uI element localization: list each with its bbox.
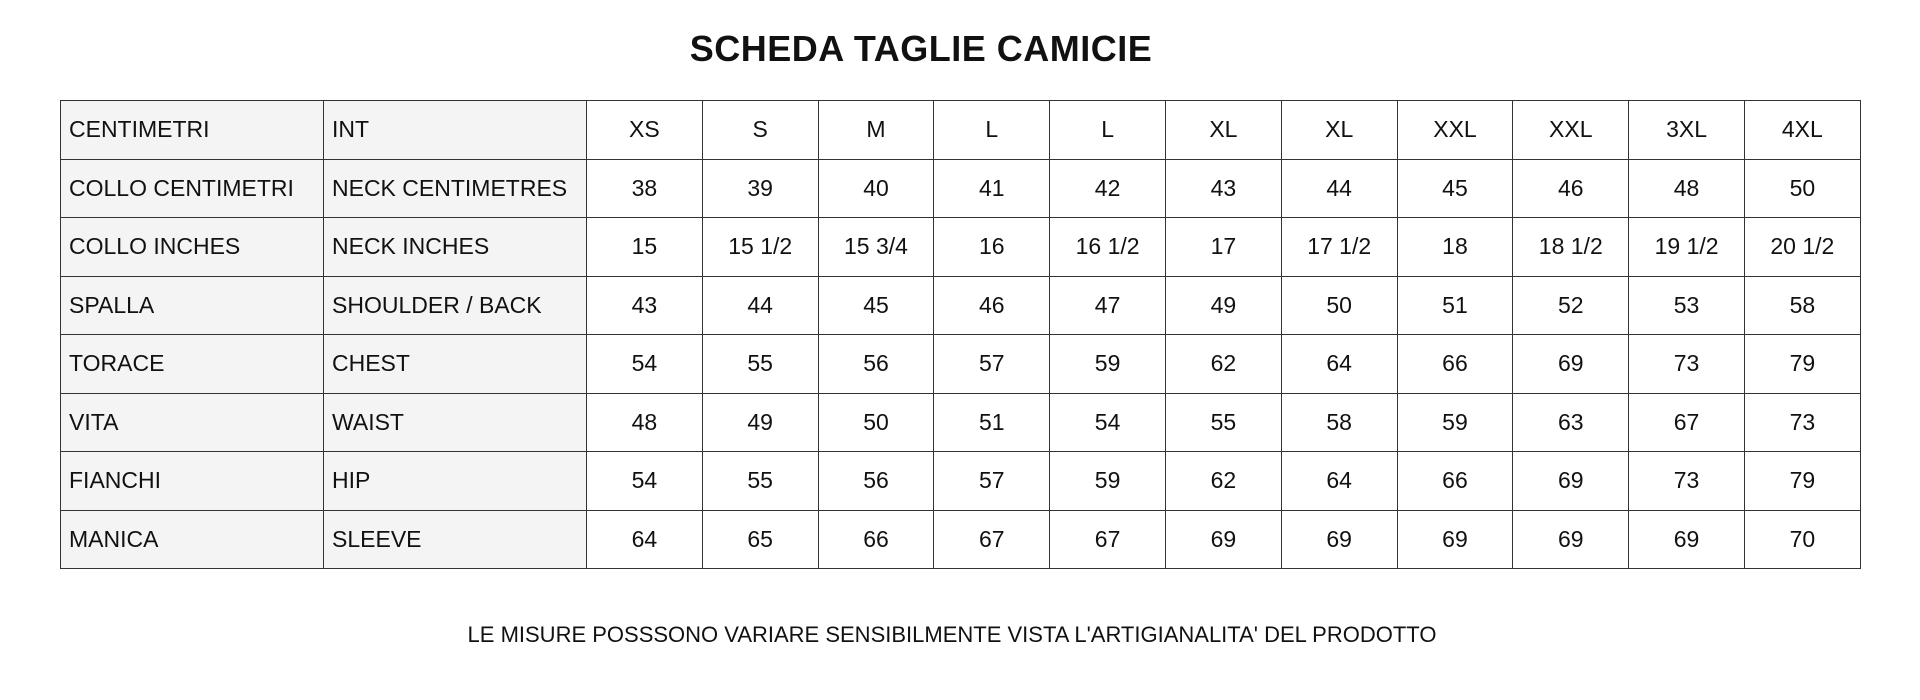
table-cell: 65 bbox=[702, 510, 818, 569]
table-cell: 69 bbox=[1629, 510, 1745, 569]
table-row-shoulder bbox=[61, 276, 1861, 335]
table-cell: 46 bbox=[934, 276, 1050, 335]
table-cell: 41 bbox=[934, 159, 1050, 218]
row-label-it: MANICA bbox=[61, 510, 324, 569]
table-cell: 47 bbox=[1050, 276, 1166, 335]
table-cell: 67 bbox=[1629, 393, 1745, 452]
table-cell: 44 bbox=[1281, 159, 1397, 218]
table-cell: 49 bbox=[1165, 276, 1281, 335]
table-cell: 57 bbox=[934, 335, 1050, 394]
header-label-it: CENTIMETRI bbox=[61, 101, 324, 160]
table-cell: 56 bbox=[818, 452, 934, 511]
size-header-cell: XL bbox=[1281, 101, 1397, 160]
table-cell: 15 bbox=[587, 218, 703, 277]
table-cell: 69 bbox=[1513, 335, 1629, 394]
table-cell: 18 bbox=[1397, 218, 1513, 277]
table-cell: 54 bbox=[587, 335, 703, 394]
table-cell: 79 bbox=[1744, 452, 1860, 511]
table-cell: 16 1/2 bbox=[1050, 218, 1166, 277]
table-cell: 62 bbox=[1165, 335, 1281, 394]
size-header-cell: L bbox=[934, 101, 1050, 160]
table-row-hip bbox=[61, 452, 1861, 511]
table-cell: 64 bbox=[1281, 335, 1397, 394]
table-cell: 59 bbox=[1397, 393, 1513, 452]
page-title: SCHEDA TAGLIE CAMICIE bbox=[689, 28, 1153, 69]
row-label-en: WAIST bbox=[324, 393, 587, 452]
table-cell: 48 bbox=[1629, 159, 1745, 218]
table-cell: 69 bbox=[1513, 452, 1629, 511]
table-cell: 73 bbox=[1629, 335, 1745, 394]
table-cell: 64 bbox=[587, 510, 703, 569]
table-cell: 69 bbox=[1165, 510, 1281, 569]
table-cell: 70 bbox=[1744, 510, 1860, 569]
table-cell: 54 bbox=[587, 452, 703, 511]
table-cell: 54 bbox=[1050, 393, 1166, 452]
table-cell: 46 bbox=[1513, 159, 1629, 218]
row-label-en: CHEST bbox=[324, 335, 587, 394]
table-header-row bbox=[61, 101, 1861, 160]
size-header-cell: 4XL bbox=[1744, 101, 1860, 160]
table-cell: 48 bbox=[587, 393, 703, 452]
row-label-it: COLLO CENTIMETRI bbox=[61, 159, 324, 218]
size-chart-table bbox=[60, 100, 1861, 569]
table-cell: 64 bbox=[1281, 452, 1397, 511]
row-label-it: TORACE bbox=[61, 335, 324, 394]
table-cell: 39 bbox=[702, 159, 818, 218]
size-header-cell: L bbox=[1050, 101, 1166, 160]
table-cell: 52 bbox=[1513, 276, 1629, 335]
table-cell: 15 3/4 bbox=[818, 218, 934, 277]
table-cell: 15 1/2 bbox=[702, 218, 818, 277]
table-cell: 66 bbox=[1397, 335, 1513, 394]
table-cell: 40 bbox=[818, 159, 934, 218]
table-cell: 56 bbox=[818, 335, 934, 394]
table-row-neck-cm bbox=[61, 159, 1861, 218]
table-cell: 55 bbox=[702, 452, 818, 511]
table-cell: 45 bbox=[1397, 159, 1513, 218]
table-cell: 59 bbox=[1050, 335, 1166, 394]
row-label-it: VITA bbox=[61, 393, 324, 452]
table-cell: 17 1/2 bbox=[1281, 218, 1397, 277]
table-row-neck-inches bbox=[61, 218, 1861, 277]
row-label-en: HIP bbox=[324, 452, 587, 511]
table-cell: 66 bbox=[1397, 452, 1513, 511]
table-row-chest bbox=[61, 335, 1861, 394]
disclaimer-note: LE MISURE POSSSONO VARIARE SENSIBILMENTE VISTA L'ARTIGIANALITA' DEL PRODOTTO bbox=[467, 622, 1437, 647]
table-cell: 20 1/2 bbox=[1744, 218, 1860, 277]
size-header-cell: S bbox=[702, 101, 818, 160]
row-label-it: COLLO INCHES bbox=[61, 218, 324, 277]
table-cell: 43 bbox=[1165, 159, 1281, 218]
table-cell: 69 bbox=[1397, 510, 1513, 569]
table-cell: 43 bbox=[587, 276, 703, 335]
size-header-cell: 3XL bbox=[1629, 101, 1745, 160]
row-label-en: SHOULDER / BACK bbox=[324, 276, 587, 335]
size-header-cell: XL bbox=[1165, 101, 1281, 160]
table-cell: 57 bbox=[934, 452, 1050, 511]
table-cell: 44 bbox=[702, 276, 818, 335]
table-cell: 42 bbox=[1050, 159, 1166, 218]
row-label-en: NECK CENTIMETRES bbox=[324, 159, 587, 218]
table-cell: 18 1/2 bbox=[1513, 218, 1629, 277]
table-cell: 58 bbox=[1281, 393, 1397, 452]
table-cell: 79 bbox=[1744, 335, 1860, 394]
table-cell: 17 bbox=[1165, 218, 1281, 277]
table-cell: 50 bbox=[1744, 159, 1860, 218]
table-cell: 62 bbox=[1165, 452, 1281, 511]
table-row-waist bbox=[61, 393, 1861, 452]
table-cell: 16 bbox=[934, 218, 1050, 277]
table-cell: 55 bbox=[702, 335, 818, 394]
table-cell: 59 bbox=[1050, 452, 1166, 511]
table-cell: 50 bbox=[1281, 276, 1397, 335]
table-row-sleeve bbox=[61, 510, 1861, 569]
table-cell: 58 bbox=[1744, 276, 1860, 335]
row-label-it: SPALLA bbox=[61, 276, 324, 335]
table-cell: 63 bbox=[1513, 393, 1629, 452]
table-cell: 53 bbox=[1629, 276, 1745, 335]
row-label-en: SLEEVE bbox=[324, 510, 587, 569]
table-cell: 73 bbox=[1629, 452, 1745, 511]
table-cell: 45 bbox=[818, 276, 934, 335]
table-cell: 73 bbox=[1744, 393, 1860, 452]
header-label-en: INT bbox=[324, 101, 587, 160]
table-cell: 67 bbox=[934, 510, 1050, 569]
size-header-cell: M bbox=[818, 101, 934, 160]
table-cell: 66 bbox=[818, 510, 934, 569]
size-header-cell: XXL bbox=[1513, 101, 1629, 160]
table-cell: 55 bbox=[1165, 393, 1281, 452]
table-cell: 19 1/2 bbox=[1629, 218, 1745, 277]
table-cell: 69 bbox=[1281, 510, 1397, 569]
size-header-cell: XS bbox=[587, 101, 703, 160]
row-label-it: FIANCHI bbox=[61, 452, 324, 511]
table-cell: 51 bbox=[934, 393, 1050, 452]
table-cell: 50 bbox=[818, 393, 934, 452]
table-cell: 67 bbox=[1050, 510, 1166, 569]
table-cell: 51 bbox=[1397, 276, 1513, 335]
size-header-cell: XXL bbox=[1397, 101, 1513, 160]
row-label-en: NECK INCHES bbox=[324, 218, 587, 277]
table-cell: 49 bbox=[702, 393, 818, 452]
table-cell: 69 bbox=[1513, 510, 1629, 569]
table-cell: 38 bbox=[587, 159, 703, 218]
